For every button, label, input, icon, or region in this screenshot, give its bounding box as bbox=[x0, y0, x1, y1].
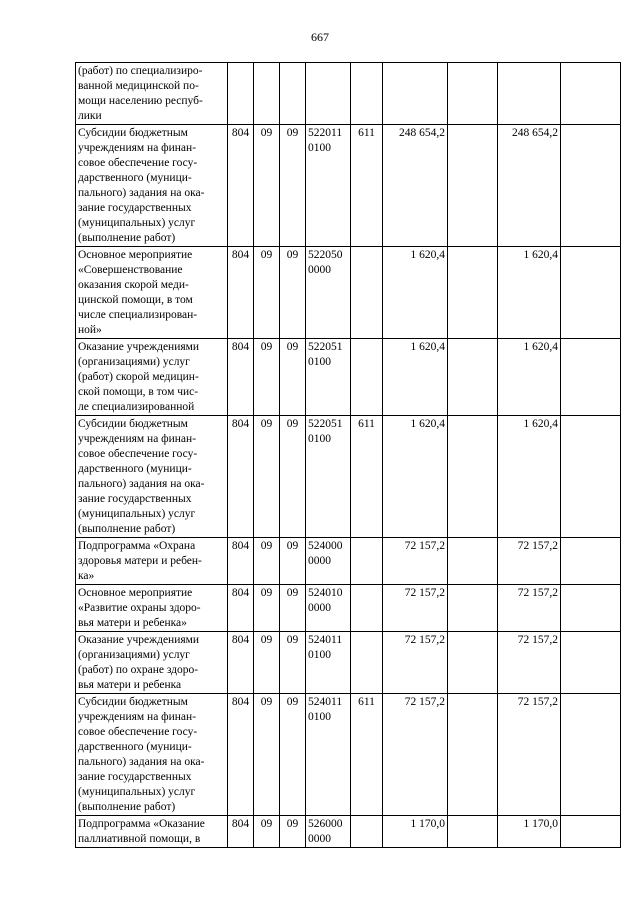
target-article-code-line: 524000 bbox=[308, 540, 343, 552]
table-row bbox=[76, 816, 621, 848]
target-article-code-line: 524011 bbox=[308, 696, 343, 708]
amount-extra-cell bbox=[561, 538, 621, 585]
item-name-line: зание государственных bbox=[78, 771, 192, 783]
item-name-line: Субсидии бюджетным bbox=[78, 418, 188, 430]
item-name-cell bbox=[76, 632, 228, 694]
expense-type-code-cell bbox=[351, 585, 383, 632]
amount-extra-cell bbox=[561, 585, 621, 632]
target-article-code-line: 0100 bbox=[308, 433, 331, 445]
item-name-line: (муниципальных) услуг bbox=[78, 508, 196, 520]
subsection-code-cell: 09 bbox=[280, 694, 306, 816]
table-row bbox=[76, 632, 621, 694]
table-row bbox=[76, 585, 621, 632]
table-row bbox=[76, 339, 621, 416]
item-name-line: Основное мероприятие bbox=[78, 249, 193, 261]
target-article-code-cell bbox=[306, 585, 351, 632]
amount-regional-cell: 1 620,4 bbox=[498, 339, 561, 416]
item-name-cell bbox=[76, 585, 228, 632]
target-article-code-line: 524010 bbox=[308, 587, 343, 599]
section-code-cell: 09 bbox=[254, 585, 280, 632]
item-name-cell bbox=[76, 339, 228, 416]
item-name-line: учреждениям на финан- bbox=[78, 142, 197, 154]
item-name-line: дарственного (муници- bbox=[78, 741, 192, 753]
amount-cell: 1 620,4 bbox=[383, 247, 448, 339]
table-row bbox=[76, 694, 621, 816]
item-name-cell bbox=[76, 63, 228, 125]
item-name-line: вья матери и ребенка bbox=[78, 679, 182, 691]
amount-regional-cell bbox=[498, 63, 561, 125]
item-name-line: ной» bbox=[78, 324, 102, 336]
item-name-line: дарственного (муници- bbox=[78, 172, 192, 184]
ministry-code-cell bbox=[228, 63, 254, 125]
item-name-line: (выполнение работ) bbox=[78, 801, 176, 813]
target-article-code-cell bbox=[306, 247, 351, 339]
target-article-code-line: 0100 bbox=[308, 356, 331, 368]
amount-extra-cell bbox=[561, 694, 621, 816]
item-name-line: (работ) по специализиро- bbox=[78, 65, 203, 77]
target-article-code-line: 0100 bbox=[308, 142, 331, 154]
item-name-line: Субсидии бюджетным bbox=[78, 696, 188, 708]
expense-type-code-cell bbox=[351, 538, 383, 585]
item-name-line: Субсидии бюджетным bbox=[78, 127, 188, 139]
item-name-line: учреждениям на финан- bbox=[78, 433, 197, 445]
item-name-line: совое обеспечение госу- bbox=[78, 726, 198, 738]
amount-cell: 1 170,0 bbox=[383, 816, 448, 848]
subsection-code-cell: 09 bbox=[280, 538, 306, 585]
amount-regional-cell: 1 620,4 bbox=[498, 247, 561, 339]
target-article-code-line: 522051 bbox=[308, 418, 343, 430]
amount-cell: 72 157,2 bbox=[383, 694, 448, 816]
amount-federal-cell bbox=[448, 538, 498, 585]
item-name-line: (организациями) услуг bbox=[78, 356, 190, 368]
item-name-line: ванной медицинской по- bbox=[78, 80, 199, 92]
ministry-code-cell: 804 bbox=[228, 247, 254, 339]
item-name-cell bbox=[76, 416, 228, 538]
item-name-cell bbox=[76, 694, 228, 816]
item-name-line: (муниципальных) услуг bbox=[78, 217, 196, 229]
section-code-cell: 09 bbox=[254, 125, 280, 247]
section-code-cell: 09 bbox=[254, 538, 280, 585]
ministry-code-cell: 804 bbox=[228, 538, 254, 585]
expense-type-code-cell bbox=[351, 63, 383, 125]
item-name-line: мощи населению респуб- bbox=[78, 95, 203, 107]
target-article-code-line: 0100 bbox=[308, 711, 331, 723]
ministry-code-cell: 804 bbox=[228, 585, 254, 632]
target-article-code-line: 526000 bbox=[308, 818, 343, 830]
section-code-cell bbox=[254, 63, 280, 125]
target-article-code-line: 522011 bbox=[308, 127, 343, 139]
amount-cell: 1 620,4 bbox=[383, 416, 448, 538]
item-name-cell bbox=[76, 247, 228, 339]
section-code-cell: 09 bbox=[254, 694, 280, 816]
target-article-code-line: 0000 bbox=[308, 555, 331, 567]
section-code-cell: 09 bbox=[254, 632, 280, 694]
amount-extra-cell bbox=[561, 632, 621, 694]
target-article-code-line: 524011 bbox=[308, 634, 343, 646]
amount-cell: 72 157,2 bbox=[383, 585, 448, 632]
subsection-code-cell: 09 bbox=[280, 416, 306, 538]
item-name-line: учреждениям на финан- bbox=[78, 711, 197, 723]
ministry-code-cell: 804 bbox=[228, 339, 254, 416]
target-article-code-cell bbox=[306, 339, 351, 416]
expense-type-code-cell bbox=[351, 816, 383, 848]
item-name-line: (организациями) услуг bbox=[78, 649, 190, 661]
ministry-code-cell: 804 bbox=[228, 632, 254, 694]
target-article-code-line: 0000 bbox=[308, 264, 331, 276]
target-article-code-cell bbox=[306, 694, 351, 816]
item-name-line: Оказание учреждениями bbox=[78, 634, 200, 646]
subsection-code-cell: 09 bbox=[280, 632, 306, 694]
item-name-line: ской помощи, в том чис- bbox=[78, 386, 199, 398]
amount-cell bbox=[383, 63, 448, 125]
item-name-line: ка» bbox=[78, 570, 95, 582]
amount-extra-cell bbox=[561, 416, 621, 538]
item-name-line: «Развитие охраны здоро- bbox=[78, 602, 201, 614]
item-name-line: числе специализирован- bbox=[78, 309, 198, 321]
expense-type-code-cell: 611 bbox=[351, 416, 383, 538]
item-name-line: здоровья матери и ребен- bbox=[78, 555, 202, 567]
ministry-code-cell: 804 bbox=[228, 694, 254, 816]
table-row bbox=[76, 63, 621, 125]
target-article-code-cell bbox=[306, 416, 351, 538]
amount-cell: 248 654,2 bbox=[383, 125, 448, 247]
subsection-code-cell bbox=[280, 63, 306, 125]
amount-extra-cell bbox=[561, 125, 621, 247]
item-name-cell bbox=[76, 125, 228, 247]
item-name-line: (работ) по охране здоро- bbox=[78, 664, 199, 676]
item-name-line: Подпрограмма «Охрана bbox=[78, 540, 196, 552]
item-name-cell bbox=[76, 816, 228, 848]
amount-regional-cell: 72 157,2 bbox=[498, 538, 561, 585]
expense-type-code-cell: 611 bbox=[351, 694, 383, 816]
target-article-code-cell bbox=[306, 632, 351, 694]
item-name-line: пального) задания на ока- bbox=[78, 187, 205, 199]
item-name-line: ле специализированной bbox=[78, 401, 195, 413]
subsection-code-cell: 09 bbox=[280, 816, 306, 848]
expense-type-code-cell bbox=[351, 632, 383, 694]
target-article-code-cell bbox=[306, 63, 351, 125]
item-name-line: цинской помощи, в том bbox=[78, 294, 193, 306]
target-article-code-line: 0000 bbox=[308, 833, 331, 845]
amount-extra-cell bbox=[561, 63, 621, 125]
target-article-code-line: 0100 bbox=[308, 649, 331, 661]
section-code-cell: 09 bbox=[254, 416, 280, 538]
item-name-line: совое обеспечение госу- bbox=[78, 448, 198, 460]
table-body bbox=[76, 63, 621, 848]
item-name-line: зание государственных bbox=[78, 202, 192, 214]
item-name-line: совое обеспечение госу- bbox=[78, 157, 198, 169]
amount-extra-cell bbox=[561, 339, 621, 416]
item-name-line: Подпрограмма «Оказание bbox=[78, 818, 205, 830]
expense-type-code-cell: 611 bbox=[351, 125, 383, 247]
target-article-code-cell bbox=[306, 125, 351, 247]
item-name-line: дарственного (муници- bbox=[78, 463, 192, 475]
section-code-cell: 09 bbox=[254, 816, 280, 848]
amount-federal-cell bbox=[448, 632, 498, 694]
amount-federal-cell bbox=[448, 125, 498, 247]
amount-extra-cell bbox=[561, 816, 621, 848]
subsection-code-cell: 09 bbox=[280, 585, 306, 632]
amount-federal-cell bbox=[448, 585, 498, 632]
item-name-line: (выполнение работ) bbox=[78, 232, 176, 244]
table-row bbox=[76, 538, 621, 585]
ministry-code-cell: 804 bbox=[228, 816, 254, 848]
item-name-line: Оказание учреждениями bbox=[78, 341, 200, 353]
amount-federal-cell bbox=[448, 694, 498, 816]
amount-federal-cell bbox=[448, 247, 498, 339]
amount-regional-cell: 72 157,2 bbox=[498, 585, 561, 632]
amount-federal-cell bbox=[448, 816, 498, 848]
item-name-line: (муниципальных) услуг bbox=[78, 786, 196, 798]
page-number: 667 bbox=[311, 30, 329, 44]
section-code-cell: 09 bbox=[254, 339, 280, 416]
item-name-line: лики bbox=[78, 110, 102, 122]
amount-federal-cell bbox=[448, 416, 498, 538]
amount-cell: 72 157,2 bbox=[383, 632, 448, 694]
item-name-line: Основное мероприятие bbox=[78, 587, 193, 599]
expense-type-code-cell bbox=[351, 339, 383, 416]
item-name-line: (работ) скорой медицин- bbox=[78, 371, 199, 383]
target-article-code-line: 522050 bbox=[308, 249, 343, 261]
ministry-code-cell: 804 bbox=[228, 416, 254, 538]
amount-federal-cell bbox=[448, 63, 498, 125]
target-article-code-cell bbox=[306, 816, 351, 848]
target-article-code-line: 522051 bbox=[308, 341, 343, 353]
budget-table bbox=[75, 62, 621, 848]
amount-extra-cell bbox=[561, 247, 621, 339]
amount-cell: 72 157,2 bbox=[383, 538, 448, 585]
item-name-line: зание государственных bbox=[78, 493, 192, 505]
item-name-line: паллиативной помощи, в bbox=[78, 833, 201, 845]
table-row bbox=[76, 416, 621, 538]
item-name-cell bbox=[76, 538, 228, 585]
item-name-line: вья матери и ребенка» bbox=[78, 617, 187, 629]
subsection-code-cell: 09 bbox=[280, 339, 306, 416]
ministry-code-cell: 804 bbox=[228, 125, 254, 247]
amount-cell: 1 620,4 bbox=[383, 339, 448, 416]
amount-regional-cell: 72 157,2 bbox=[498, 694, 561, 816]
table-row bbox=[76, 125, 621, 247]
target-article-code-cell bbox=[306, 538, 351, 585]
amount-regional-cell: 72 157,2 bbox=[498, 632, 561, 694]
item-name-line: пального) задания на ока- bbox=[78, 756, 205, 768]
item-name-line: пального) задания на ока- bbox=[78, 478, 205, 490]
item-name-line: «Совершенствование bbox=[78, 264, 183, 276]
amount-federal-cell bbox=[448, 339, 498, 416]
section-code-cell: 09 bbox=[254, 247, 280, 339]
amount-regional-cell: 248 654,2 bbox=[498, 125, 561, 247]
subsection-code-cell: 09 bbox=[280, 125, 306, 247]
target-article-code-line: 0000 bbox=[308, 602, 331, 614]
amount-regional-cell: 1 620,4 bbox=[498, 416, 561, 538]
expense-type-code-cell bbox=[351, 247, 383, 339]
subsection-code-cell: 09 bbox=[280, 247, 306, 339]
table-row bbox=[76, 247, 621, 339]
item-name-line: (выполнение работ) bbox=[78, 523, 176, 535]
amount-regional-cell: 1 170,0 bbox=[498, 816, 561, 848]
item-name-line: оказания скорой меди- bbox=[78, 279, 189, 291]
